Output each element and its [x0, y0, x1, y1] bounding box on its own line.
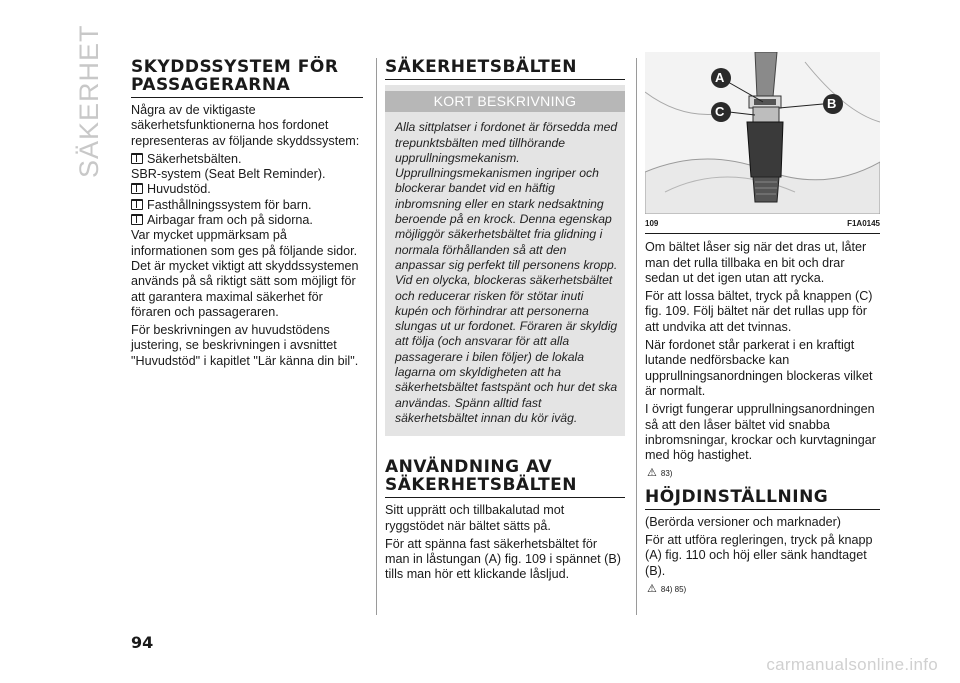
book-icon [131, 214, 143, 225]
column-1 [131, 58, 363, 372]
book-icon [131, 183, 143, 194]
list-item-text: SBR-system (Seat Belt Reminder). [131, 167, 326, 182]
warning-reference [647, 582, 880, 597]
body-paragraph: För beskrivningen av huvudstödens justering, se beskrivningen i avsnittet "Huvudstöd" i kapitlet "Lär känna din bil". [131, 323, 359, 368]
heading-rule [385, 497, 625, 498]
label-c: C [715, 104, 725, 119]
body-paragraph: Var mycket uppmärksam på informationen som ges på följande sidor. Det är mycket viktigt att skyddssystemen används på så riktigt sätt som möjligt för att garantera maximal säkerhet för föraren och passageraren. [131, 228, 359, 319]
body-paragraph: När fordonet står parkerat i en kraftigt lutande nedförsbacke kan upprullningsanordningen blockeras vilket är normalt. [645, 338, 873, 398]
section-heading-protection-systems: SKYDDSSYSTEM FÖR PASSAGERARNA [131, 57, 339, 95]
list-item-text: Fasthållningssystem för barn. [147, 197, 312, 212]
column-3 [645, 52, 880, 603]
section-heading-seat-belts: SÄKERHETSBÄLTEN [385, 57, 578, 77]
body-paragraph: (Berörda versioner och marknader) [645, 514, 841, 529]
warning-triangle-icon: ⚠ [647, 582, 657, 595]
body-paragraph: För att utföra regleringen, tryck på knapp (A) fig. 110 och höj eller sänk handtaget (B). [645, 533, 873, 578]
heading-rule [645, 509, 880, 510]
watermark: carmanualsonline.info [766, 655, 938, 674]
body-paragraph: Sitt upprätt och tillbakalutad mot ryggstödet när bältet sätts på. [385, 503, 565, 533]
book-icon [131, 153, 143, 164]
summary-box-text: Alla sittplatser i fordonet är försedda med trepunktsbälten med tillhörande upprullningsmekanism. Upprullningsmekanismen ingriper och blockerar bandet vid en häftig inbromsning eller en stark nedsaktning beroende på en krock. Denna egenskap möjliggör säkerhetsbältet fria glidning i normala förhållanden så att den anpassar sig perfekt till personens kropp. Vid en olycka, blockeras säkerhetsbältet och reducerar risken för stötar inuti kupén och förhindrar att personerna slungas ut ur fordonet. Föraren är skyldig att följa (och ansvarar för att alla passagerare i bilen följer) de lokala lagarna om skyldigheten att ha säkerhetsbältet fastspänt och hur det ska användas. Spänn alltid fast säkerhetsbältet innan du kör iväg. [395, 120, 618, 425]
column-divider [636, 58, 637, 615]
label-b: B [827, 96, 837, 111]
warning-reference [647, 466, 880, 481]
figure-rule [645, 233, 880, 234]
heading-rule [131, 97, 363, 98]
figure-109-seat-belt-buckle [645, 52, 880, 214]
warning-triangle-icon: ⚠ [647, 467, 657, 480]
list-item [131, 198, 363, 213]
intro-paragraph: Några av de viktigaste säkerhetsfunktionerna hos fordonet representeras av följande skyddssystem: [131, 103, 360, 148]
warning-reference-text: 83) [660, 469, 673, 479]
list-item [131, 182, 363, 197]
figure-code: F1A0145 [847, 219, 880, 228]
list-item [131, 167, 363, 182]
chapter-side-label: SÄKERHET [74, 24, 104, 178]
summary-box-title: KORT BESKRIVNING [385, 91, 625, 112]
page-number: 94 [131, 633, 154, 652]
system-list [131, 152, 363, 228]
body-paragraph: I övrigt fungerar upprullningsanordningen så att den låser bältet vid snabba inbromsningar, krockar och kurvtagningar med hög hastighet. [645, 402, 876, 463]
seat-belt-illustration [645, 52, 880, 214]
list-item-text: Airbagar fram och på sidorna. [147, 213, 313, 228]
section-heading-height-adjustment: HÖJDINSTÄLLNING [645, 486, 829, 507]
heading-rule [385, 79, 625, 80]
body-paragraph: För att spänna fast säkerhetsbältet för man in låstungan (A) fig. 109 i spännet (B) tills man hör ett klickande låsljud. [385, 536, 621, 582]
body-paragraph: Om bältet låser sig när det dras ut, låter man det rulla tillbaka en bit och drar sedan ut det igen utan att rycka. [645, 240, 867, 285]
warning-reference-text: 84) 85) [660, 584, 687, 594]
list-item-text: Säkerhetsbälten. [147, 151, 242, 166]
figure-caption [645, 216, 880, 231]
list-item [131, 152, 363, 167]
body-paragraph: För att lossa bältet, tryck på knappen (C) fig. 109. Följ bältet när det rullas upp för att undvika att det tvinnas. [645, 289, 873, 334]
list-item [131, 213, 363, 228]
book-icon [131, 199, 143, 210]
column-2 [385, 58, 625, 586]
label-a: A [715, 70, 725, 85]
figure-number: 109 [645, 219, 659, 228]
summary-box [385, 85, 625, 436]
column-divider [376, 58, 377, 615]
section-heading-usage: ANVÄNDNING AV SÄKERHETSBÄLTEN [385, 457, 578, 496]
list-item-text: Huvudstöd. [147, 182, 211, 197]
